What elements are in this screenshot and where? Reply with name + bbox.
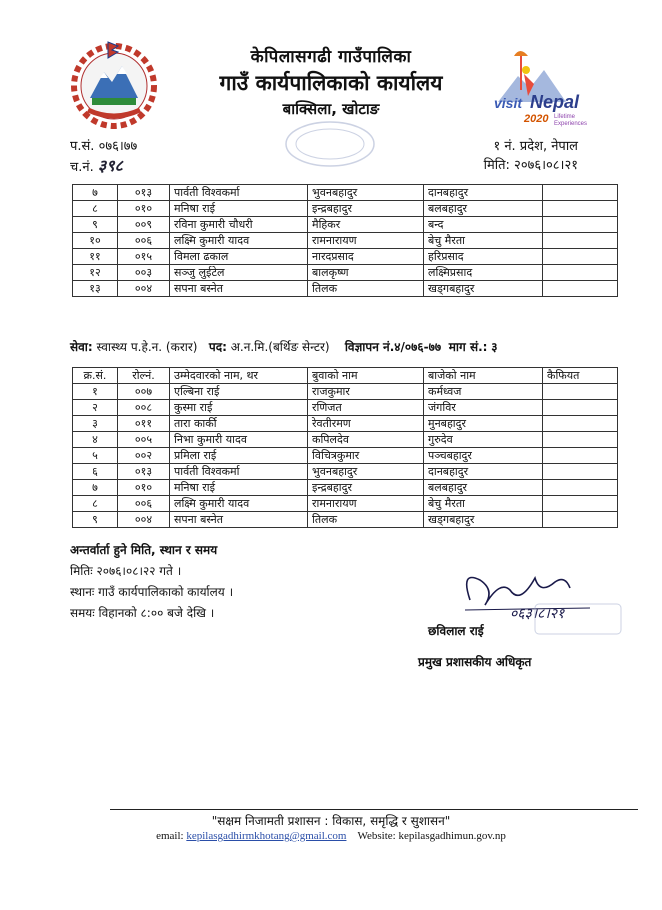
signature-date: ०६३।८।२१ (510, 606, 565, 622)
table-row (73, 448, 618, 464)
table-cell: ९ (73, 512, 118, 528)
interview-place: स्थानः गाउँ कार्यपालिकाको कार्यालय । (70, 585, 234, 599)
col-grandfather: बाजेको नाम (424, 368, 543, 384)
reference-right (484, 137, 578, 175)
table-cell: लक्ष्मि कुमारी यादव (170, 233, 308, 249)
table-cell: रामनारायण (308, 233, 424, 249)
table-row (73, 217, 618, 233)
dispatch-number: च.नं. ३९८ (70, 156, 123, 175)
table-row (73, 464, 618, 480)
table-row (73, 249, 618, 265)
table-cell: ००९ (118, 217, 170, 233)
municipality-name: केपिलासगढी गाउँपालिका (250, 47, 412, 67)
table-cell: नारदप्रसाद (308, 249, 424, 265)
table-cell: तिलक (308, 281, 424, 297)
footer-motto: "सक्षम निजामती प्रशासन : विकास, समृद्धि र सुशासन" (211, 814, 451, 828)
table-cell: खड्गबहादुर (424, 281, 543, 297)
table-cell: दानबहादुर (424, 464, 543, 480)
letter-date: मिति: २०७६।०८।२१ (483, 158, 578, 173)
website-link[interactable]: kepilasgadhimun.gov.np (398, 830, 506, 842)
table-cell: ७ (73, 185, 118, 201)
table-cell: ०१३ (118, 464, 170, 480)
table-cell: बलबहादुर (424, 480, 543, 496)
table-row (73, 496, 618, 512)
table-cell: ८ (73, 496, 118, 512)
table-row (73, 480, 618, 496)
signer-name: छविलाल राई (428, 624, 484, 638)
table-cell: बालकृष्ण (308, 265, 424, 281)
table-cell: बेचु मैरता (424, 233, 543, 249)
table-cell: खड्गबहादुर (424, 512, 543, 528)
email-link[interactable]: kepilasgadhirmkhotang@gmail.com (186, 830, 347, 842)
table-cell: विमला ढकाल (170, 249, 308, 265)
interview-time: समयः विहानको ८:०० बजे देखि । (70, 606, 215, 620)
table-cell: पञ्चबहादुर (424, 448, 543, 464)
interview-heading: अन्तर्वार्ता हुने मिति, स्थान र समय (70, 543, 218, 557)
table-cell: भुवनबहादुर (308, 185, 424, 201)
table-cell: सपना बस्नेत (170, 512, 308, 528)
table-cell (543, 201, 618, 217)
table-cell: ०१० (118, 480, 170, 496)
table-cell: मुनबहादुर (424, 416, 543, 432)
table-cell (543, 249, 618, 265)
province-label: १ नं. प्रदेश, नेपाल (493, 139, 578, 154)
lifetime-word: Lifetime (554, 114, 576, 120)
visit-word: visit (494, 95, 523, 111)
table-cell: १० (73, 233, 118, 249)
table-cell: रेवतीरमण (308, 416, 424, 432)
table-cell: सपना बस्नेत (170, 281, 308, 297)
table-cell: कपिलदेव (308, 432, 424, 448)
table-cell: ७ (73, 480, 118, 496)
table-cell: रामनारायण (308, 496, 424, 512)
office-address: बाक्सिला, खोटाङ (282, 100, 380, 118)
office-name: गाउँ कार्यपालिकाको कार्यालय (219, 71, 443, 95)
table-cell: एल्बिना राई (170, 384, 308, 400)
table-cell: विचित्रकुमार (308, 448, 424, 464)
experiences-word: Experiences (554, 121, 588, 127)
interview-info (70, 540, 233, 624)
table-cell: ००७ (118, 384, 170, 400)
table-cell: १२ (73, 265, 118, 281)
table-cell (543, 496, 618, 512)
table-cell: बलबहादुर (424, 201, 543, 217)
table-row (73, 384, 618, 400)
table-row (73, 416, 618, 432)
table-cell (543, 217, 618, 233)
table-cell: ००६ (118, 496, 170, 512)
table-cell: बन्द (424, 217, 543, 233)
table-cell (543, 512, 618, 528)
table-cell: सञ्जु लुईटेल (170, 265, 308, 281)
table-cell: पार्वती विश्वकर्मा (170, 464, 308, 480)
col-roll: रोल्नं. (118, 368, 170, 384)
table-cell: रणिजत (308, 400, 424, 416)
table-cell (543, 281, 618, 297)
table-cell: ०१३ (118, 185, 170, 201)
table-cell (543, 432, 618, 448)
candidate-table-continued (72, 184, 618, 297)
table-cell: तिलक (308, 512, 424, 528)
table-cell: ३ (73, 416, 118, 432)
table-cell: ८ (73, 201, 118, 217)
table-cell: लक्ष्मिप्रसाद (424, 265, 543, 281)
table-cell: मैहिकर (308, 217, 424, 233)
col-remarks: कैफियत (543, 368, 618, 384)
table-cell: दानबहादुर (424, 185, 543, 201)
table-cell: निभा कुमारी यादव (170, 432, 308, 448)
table-cell: ००३ (118, 265, 170, 281)
table-cell: तारा कार्की (170, 416, 308, 432)
reference-left (70, 137, 137, 177)
table-cell: कुस्मा राई (170, 400, 308, 416)
interview-date: मितिः २०७६।०८।२२ गते । (70, 564, 182, 578)
table-cell: भुवनबहादुर (308, 464, 424, 480)
table-row (73, 400, 618, 416)
visit-nepal-logo (488, 40, 588, 130)
signer-designation: प्रमुख प्रशासकीय अधिकृत (418, 655, 532, 669)
table-cell (543, 464, 618, 480)
officer-stamp-icon (533, 600, 623, 640)
col-name: उम्मेदवारको नाम, थर (170, 368, 308, 384)
table-cell (543, 448, 618, 464)
table-cell: ५ (73, 448, 118, 464)
table-cell: ०१० (118, 201, 170, 217)
footer-divider (110, 809, 638, 810)
table-cell: लक्ष्मि कुमारी यादव (170, 496, 308, 512)
table-row (73, 201, 618, 217)
table-cell: बेचु मैरता (424, 496, 543, 512)
col-father: बुवाको नाम (308, 368, 424, 384)
table-cell: ००५ (118, 432, 170, 448)
table-cell (543, 384, 618, 400)
table-cell: गुरुदेव (424, 432, 543, 448)
table-cell: राजकुमार (308, 384, 424, 400)
table-row (73, 432, 618, 448)
col-serial: क्र.सं. (73, 368, 118, 384)
table-cell: ००४ (118, 512, 170, 528)
table-cell: ००६ (118, 233, 170, 249)
table-row (73, 233, 618, 249)
table-row (73, 265, 618, 281)
letter-number: प.सं. ०७६।७७ (70, 139, 138, 154)
table-cell: ००८ (118, 400, 170, 416)
table-cell: ४ (73, 432, 118, 448)
table-cell: ६ (73, 464, 118, 480)
service-details: सेवा: स्वास्थ्य प.हे.न. (करार) पद: अ.न.मि.(बर्थिङ सेन्टर) विज्ञापन नं.४/०७६-७७ माग सं.: ३ (70, 340, 498, 354)
table-cell (543, 265, 618, 281)
table-cell: २ (73, 400, 118, 416)
table-cell (543, 400, 618, 416)
table-cell (543, 185, 618, 201)
table-cell: ९ (73, 217, 118, 233)
year-2020: 2020 (524, 113, 549, 125)
footer-contact: email: kepilasgadhirmkhotang@gmail.com Website: kepilasgadhimun.gov.np (156, 830, 506, 842)
table-cell: हरिप्रसाद (424, 249, 543, 265)
table-cell: इन्द्रबहादुर (308, 480, 424, 496)
table-cell: १ (73, 384, 118, 400)
table-cell: जंगविर (424, 400, 543, 416)
table-cell: ००४ (118, 281, 170, 297)
dispatch-number-handwritten: ३९८ (97, 156, 123, 175)
table-cell: मनिषा राई (170, 480, 308, 496)
table-cell: प्रमिला राई (170, 448, 308, 464)
table-row (73, 185, 618, 201)
table-cell: पार्वती विश्वकर्मा (170, 185, 308, 201)
table-cell: ११ (73, 249, 118, 265)
candidate-table (72, 367, 618, 528)
table-header-row (73, 368, 618, 384)
nepal-word: Nepal (530, 92, 580, 112)
table-cell: मनिषा राई (170, 201, 308, 217)
table-cell (543, 233, 618, 249)
table-row (73, 281, 618, 297)
table-cell (543, 416, 618, 432)
table-cell: ०११ (118, 416, 170, 432)
table-cell (543, 480, 618, 496)
table-row (73, 512, 618, 528)
office-stamp-icon (282, 118, 378, 170)
table-cell: रविना कुमारी चौधरी (170, 217, 308, 233)
table-cell: कर्मध्वज (424, 384, 543, 400)
table-cell: ००२ (118, 448, 170, 464)
table-cell: ०१५ (118, 249, 170, 265)
table-cell: १३ (73, 281, 118, 297)
table-cell: इन्द्रबहादुर (308, 201, 424, 217)
